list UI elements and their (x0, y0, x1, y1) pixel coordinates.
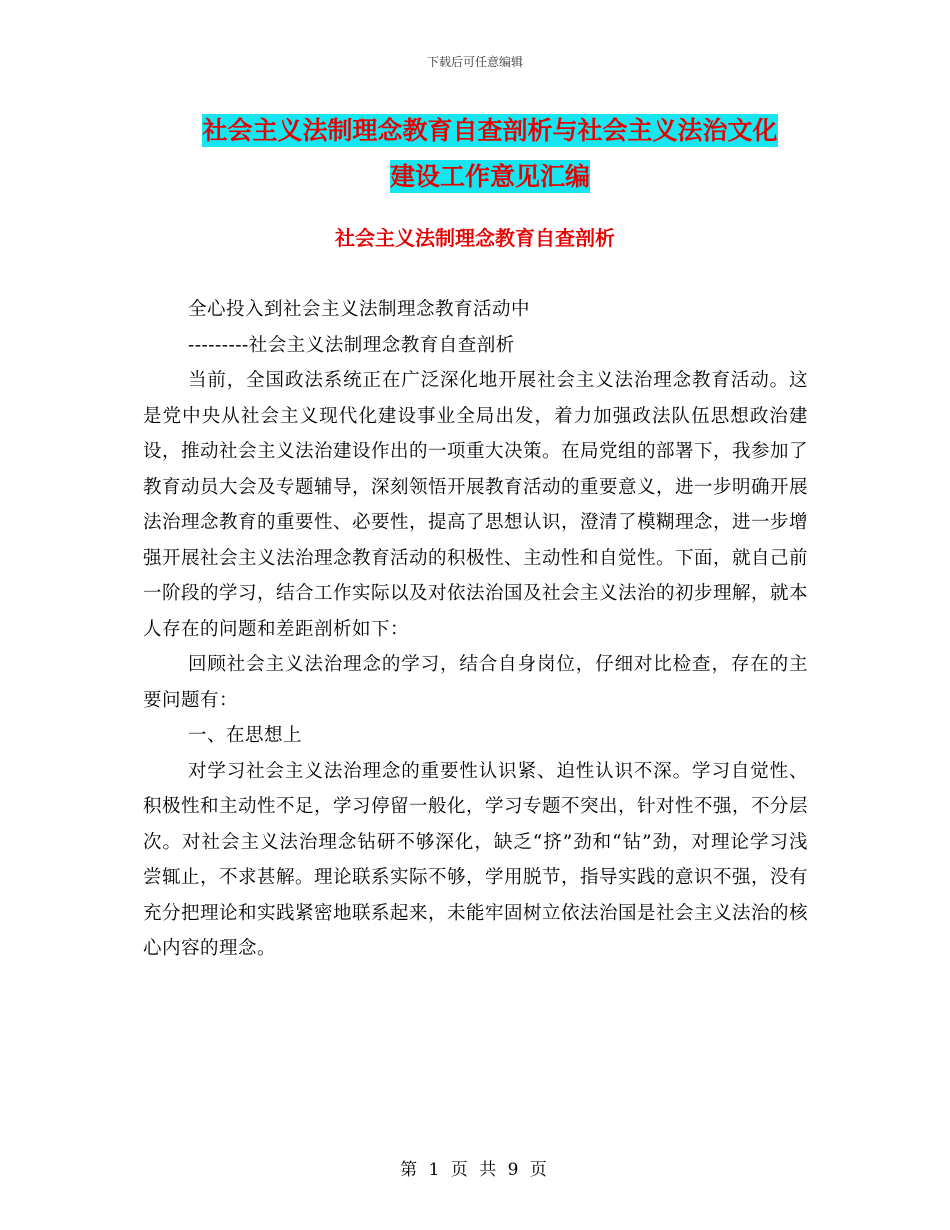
body-paragraph-1: 全心投入到社会主义法制理念教育活动中 (188, 299, 531, 320)
document-body (143, 292, 808, 967)
body-paragraph-2: ---------社会主义法制理念教育自查剖析 (188, 334, 515, 356)
header-note: 下载后可任意编辑 (426, 55, 523, 69)
body-paragraph-6: 对学习社会主义法治理念的重要性认识紧、迫性认识不深。学习自觉性、积极性和主动性不足，学习停留一般化，学习专题不突出，针对性不强，不分层次。对社会主义法治理念钻研不够深化，缺乏“挤”劲和“钻”劲，对理论学习浅尝辄止，不求甚解。理论联系实际不够，学用脱节，指导实践的意识不强，没有充分把理论和实践紧密地联系起来，未能牢固树立依法治国是社会主义法治的核心内容的理念。 (143, 760, 809, 959)
body-paragraph-3: 当前，全国政法系统正在广泛深化地开展社会主义法治理念教育活动。这是党中央从社会主义现代化建设事业全局出发，着力加强政法队伍思想政治建设，推动社会主义法治建设作出的一项重大决策。在局党组的部署下，我参加了教育动员大会及专题辅导，深刻领悟开展教育活动的重要意义，进一步明确开展法治理念教育的重要性、必要性，提高了思想认识，澄清了模糊理念，进一步增强开展社会主义法治理念教育活动的积极性、主动性和自觉性。下面，就自己前一阶段的学习，结合工作实际以及对依法治国及社会主义法治的初步理解，就本人存在的问题和差距剖析如下： (143, 370, 809, 640)
body-paragraph-4: 回顾社会主义法治理念的学习，结合自身岗位，仔细对比检查，存在的主要问题有： (143, 654, 808, 711)
section-title: 社会主义法制理念教育自查剖析 (335, 226, 615, 250)
body-paragraph-5: 一、在思想上 (188, 725, 303, 746)
document-title-line-1: 社会主义法制理念教育自查剖析与社会主义法治文化 (202, 116, 778, 145)
document-title-line-2: 建设工作意见汇编 (389, 162, 590, 191)
document-title (140, 108, 840, 200)
page-footer: 第 1 页 共 9 页 (400, 1160, 550, 1180)
